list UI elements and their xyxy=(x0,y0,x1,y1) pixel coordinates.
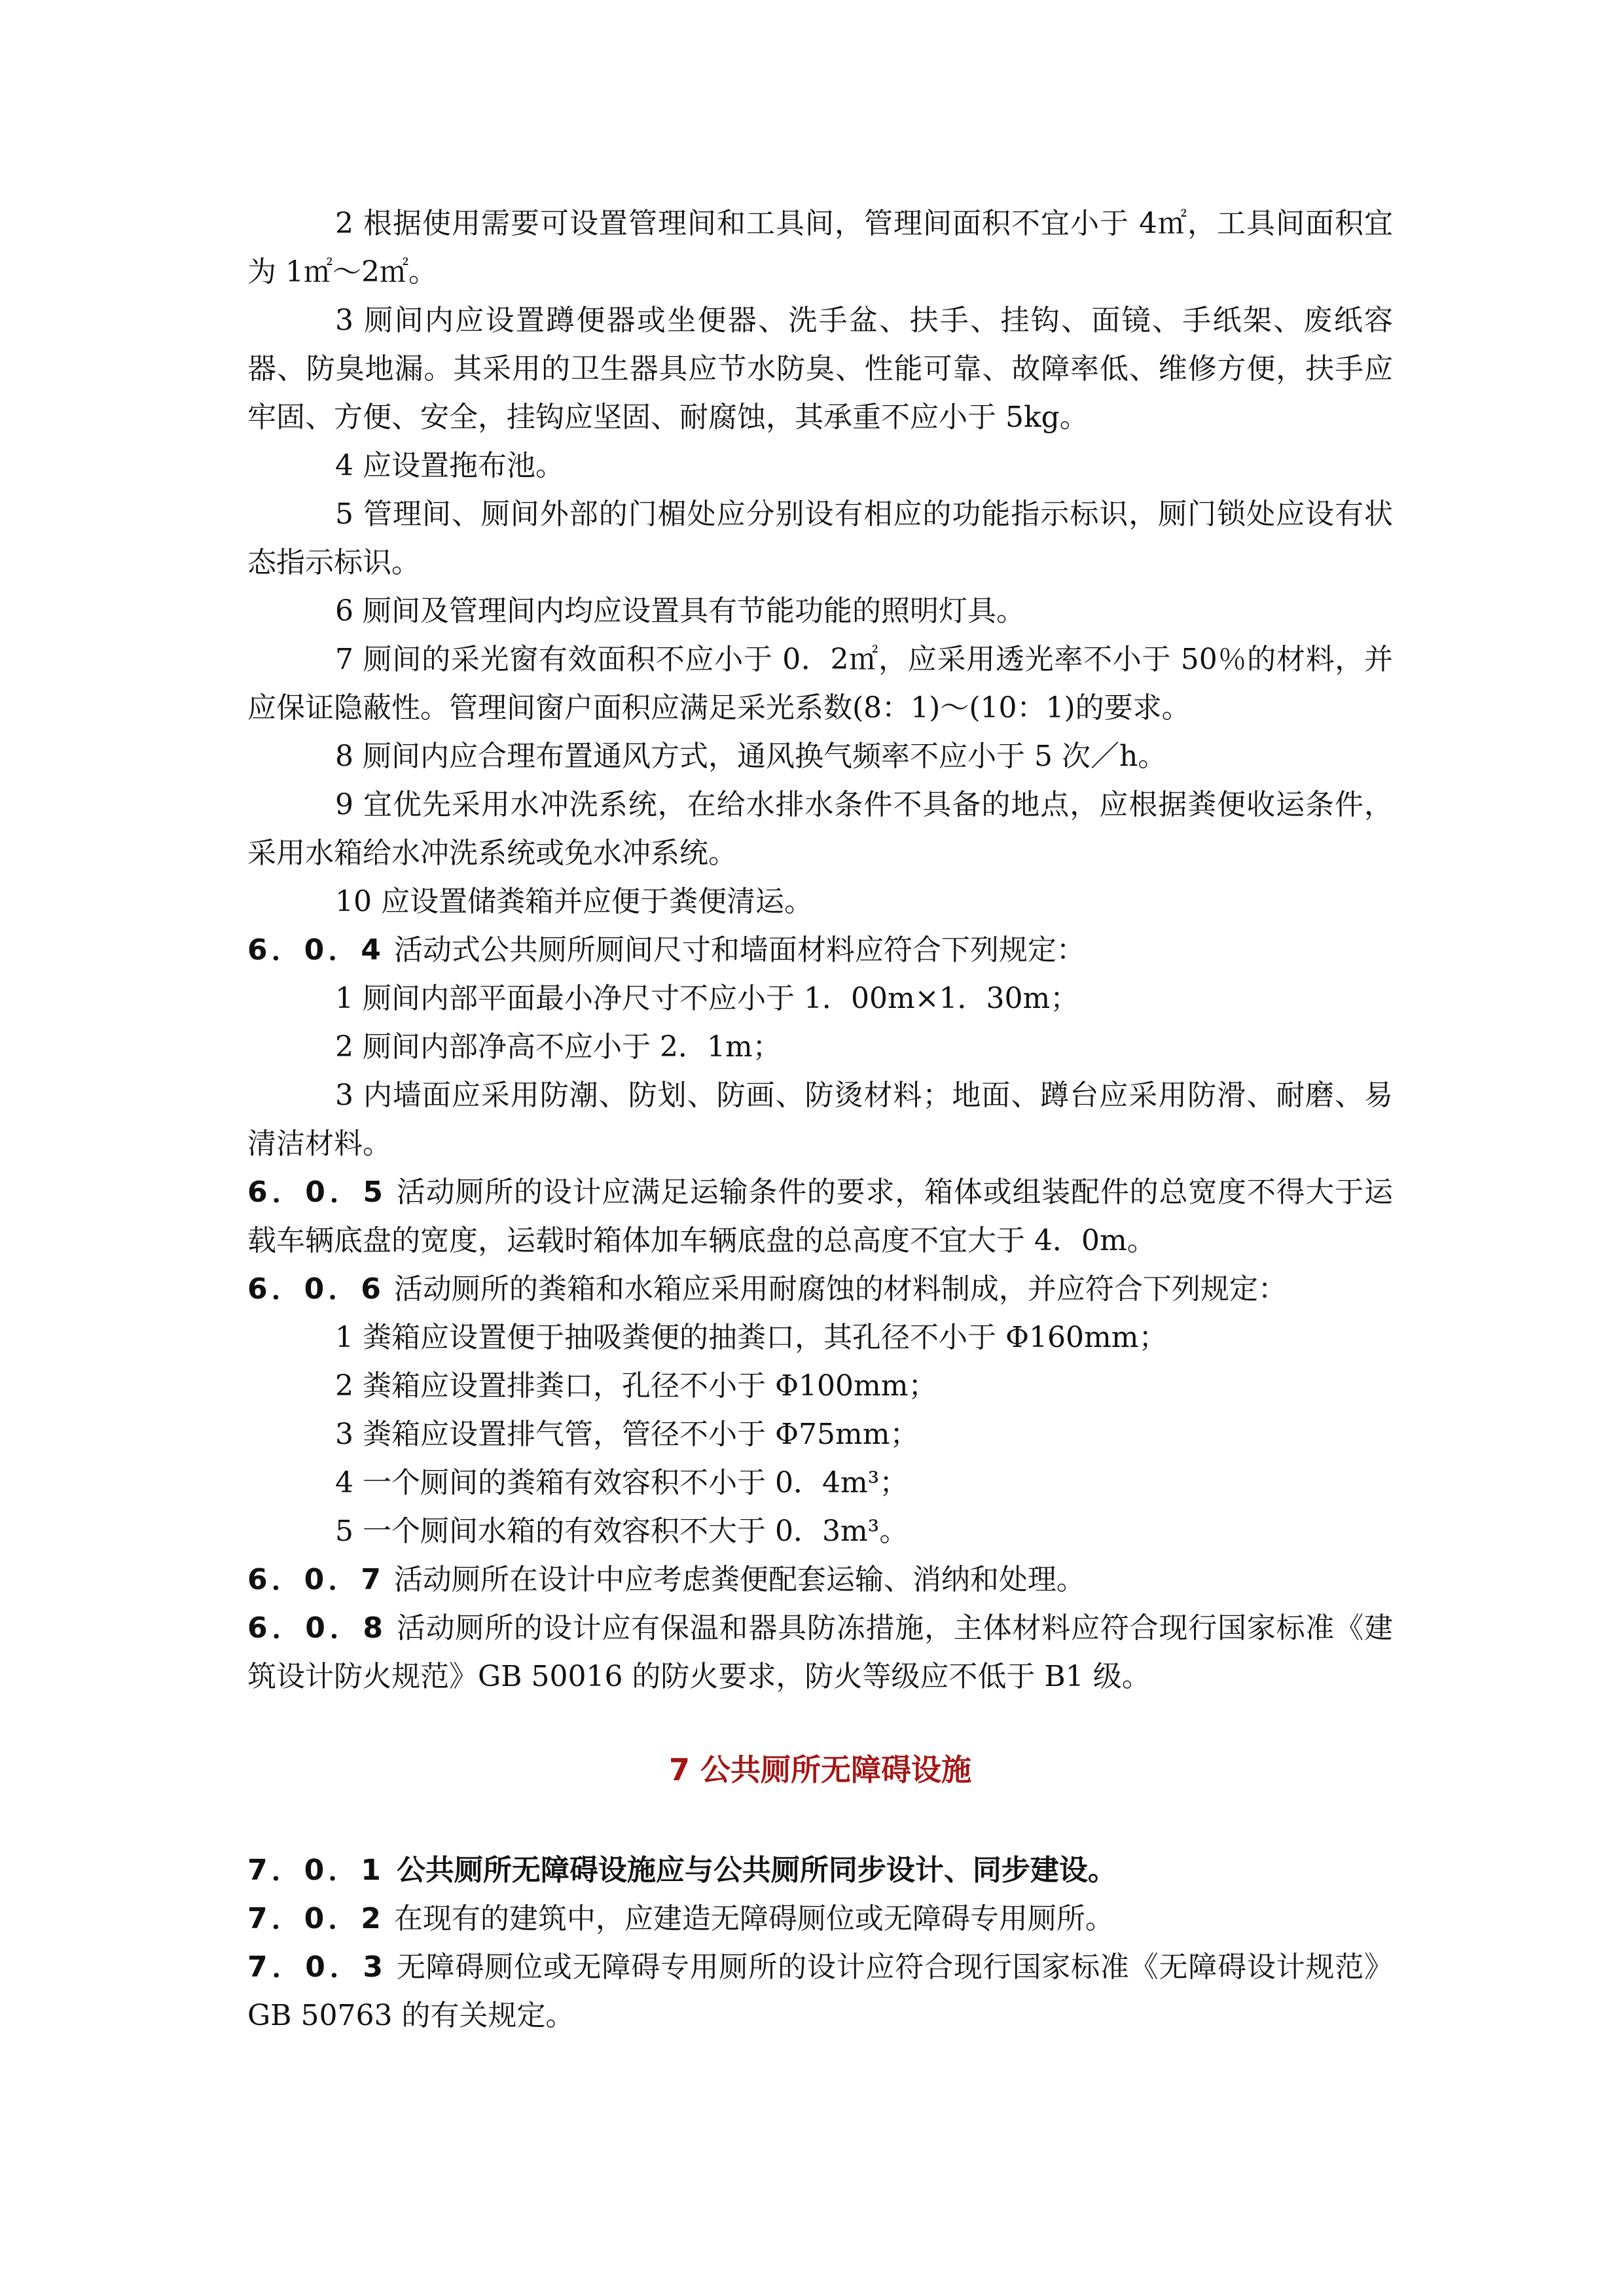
list-item: 2 根据使用需要可设置管理间和工具间，管理间面积不宜小于 4㎡，工具间面积宜为 1㎡～2㎡。 xyxy=(247,207,1393,289)
list-item: 7 厕间的采光窗有效面积不应小于 0．2㎡，应采用透光率不小于 50％的材料，并应保证隐蔽性。管理间窗户面积应满足采光系数(8：1)～(10：1)的要求。 xyxy=(247,643,1393,725)
section-heading: 7 公共厕所无障碍设施 xyxy=(668,1752,972,1787)
list-item: 2 厕间内部净高不应小于 2．1m； xyxy=(335,1030,782,1064)
list-item: 1 厕间内部平面最小净尺寸不应小于 1．00m×1．30m； xyxy=(335,982,1079,1015)
clause-6-0-8 xyxy=(247,1604,1393,1701)
clause-text: 活动厕所的设计应满足运输条件的要求，箱体或组装配件的总宽度不得大于运载车辆底盘的宽度，运载时箱体加车辆底盘的总高度不宜大于 4．0m。 xyxy=(247,1175,1393,1257)
document-page xyxy=(247,200,1393,2040)
clause-number: 7．0．3 xyxy=(247,1950,388,1984)
list-item: 9 宜优先采用水冲洗系统，在给水排水条件不具备的地点，应根据粪便收运条件，采用水箱给水冲洗系统或免水冲系统。 xyxy=(247,788,1393,870)
clause-number: 6．0．4 xyxy=(247,933,385,967)
clause-number: 6．0．8 xyxy=(247,1611,388,1645)
clause-text: 活动厕所的粪箱和水箱应采用耐腐蚀的材料制成，并应符合下列规定： xyxy=(393,1272,1287,1306)
clause-text: 活动厕所的设计应有保温和器具防冻措施，主体材料应符合现行国家标准《建筑设计防火规范》GB 50016 的防火要求，防火等级应不低于 B1 级。 xyxy=(247,1611,1393,1693)
clause-number: 6．0．7 xyxy=(247,1563,385,1596)
clause-7-0-2 xyxy=(247,1895,1393,1943)
clause-text: 无障碍厕位或无障碍专用厕所的设计应符合现行国家标准《无障碍设计规范》GB 50763 的有关规定。 xyxy=(247,1950,1393,2032)
clause-6-0-5 xyxy=(247,1168,1393,1265)
list-item: 8 厕间内应合理布置通风方式，通风换气频率不应小于 5 次／h。 xyxy=(335,740,1167,773)
list-item: 3 内墙面应采用防潮、防划、防画、防烫材料；地面、蹲台应采用防滑、耐磨、易清洁材料。 xyxy=(247,1079,1393,1160)
clause-7-0-3 xyxy=(247,1943,1393,2040)
list-item: 4 应设置拖布池。 xyxy=(335,449,564,482)
clause-text: 公共厕所无障碍设施应与公共厕所同步设计、同步建设。 xyxy=(396,1854,1117,1887)
clause-text: 在现有的建筑中，应建造无障碍厕位或无障碍专用厕所。 xyxy=(393,1902,1114,1935)
list-item: 10 应设置储粪箱并应便于粪便清运。 xyxy=(335,885,813,918)
clause-6-0-4 xyxy=(247,926,1393,975)
list-item: 2 粪箱应设置排粪口，孔径不小于 Φ100mm； xyxy=(335,1369,937,1403)
list-item: 4 一个厕间的粪箱有效容积不小于 0．4m³； xyxy=(335,1466,909,1499)
clause-number: 6．0．5 xyxy=(247,1175,388,1209)
clause-6-0-7 xyxy=(247,1556,1393,1604)
list-item: 5 一个厕间水箱的有效容积不大于 0．3m³。 xyxy=(335,1515,909,1548)
list-item: 3 厕间内应设置蹲便器或坐便器、洗手盆、扶手、挂钩、面镜、手纸架、废纸容器、防臭地漏。其采用的卫生器具应节水防臭、性能可靠、故障率低、维修方便，扶手应牢固、方便、安全，挂钩应坚固、耐腐蚀，其承重不应小于 5kg。 xyxy=(247,304,1393,434)
clause-text: 活动厕所在设计中应考虑粪便配套运输、消纳和处理。 xyxy=(393,1563,1085,1596)
list-item: 5 管理间、厕间外部的门楣处应分别设有相应的功能指示标识，厕门锁处应设有状态指示标识。 xyxy=(247,497,1393,579)
clause-number: 7．0．2 xyxy=(247,1902,385,1935)
clause-number: 6．0．6 xyxy=(247,1272,385,1306)
list-item: 6 厕间及管理间内均应设置具有节能功能的照明灯具。 xyxy=(335,594,1025,628)
list-item: 1 粪箱应设置便于抽吸粪便的抽粪口，其孔径不小于 Φ160mm； xyxy=(335,1321,1168,1354)
clause-7-0-1 xyxy=(247,1846,1393,1895)
list-item: 3 粪箱应设置排气管，管径不小于 Φ75mm； xyxy=(335,1418,919,1451)
clause-6-0-6 xyxy=(247,1265,1393,1314)
clause-text: 活动式公共厕所厕间尺寸和墙面材料应符合下列规定： xyxy=(393,933,1085,967)
clause-number: 7．0．1 xyxy=(247,1854,385,1887)
